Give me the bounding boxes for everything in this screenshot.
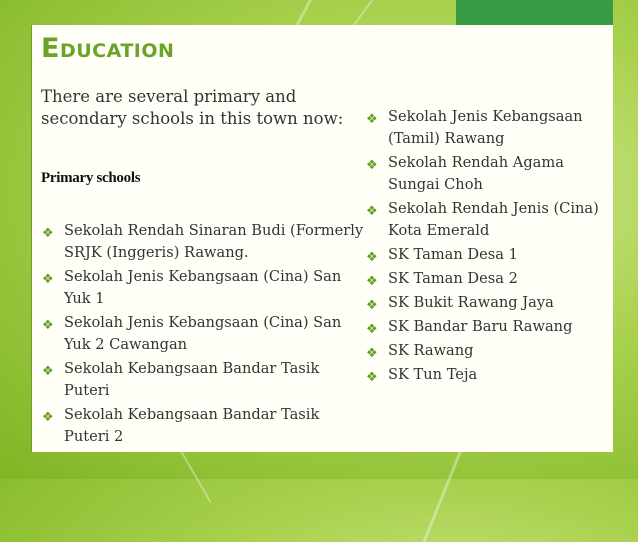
list-item: ❖ SK Bandar Baru Rawang bbox=[365, 316, 605, 338]
diamond-bullet-icon: ❖ bbox=[366, 158, 378, 173]
diamond-bullet-icon: ❖ bbox=[366, 250, 378, 265]
accent-box bbox=[456, 0, 613, 25]
diamond-bullet-icon: ❖ bbox=[42, 410, 54, 425]
list-item: ❖ Sekolah Jenis Kebangsaan (Cina) San Yuk 1 bbox=[42, 268, 342, 307]
slide-title: Education bbox=[41, 33, 175, 64]
list-item: ❖ SK Taman Desa 1 bbox=[365, 244, 605, 266]
slide-content-card bbox=[31, 25, 613, 452]
list-item: ❖ SK Tun Teja bbox=[365, 364, 605, 386]
list-item: ❖ SK Taman Desa 2 bbox=[365, 268, 605, 290]
diamond-bullet-icon: ❖ bbox=[42, 272, 54, 287]
list-item: ❖ SK Rawang bbox=[365, 340, 605, 362]
right-school-list bbox=[365, 106, 605, 388]
list-item: ❖ SK Bukit Rawang Jaya bbox=[365, 292, 605, 314]
list-item: ❖ Sekolah Jenis Kebangsaan (Tamil) Rawang bbox=[366, 108, 583, 147]
diamond-bullet-icon: ❖ bbox=[366, 298, 378, 313]
diamond-bullet-icon: ❖ bbox=[366, 112, 378, 127]
list-item: ❖ Sekolah Rendah Jenis (Cina) Kota Emerald bbox=[366, 200, 599, 239]
diamond-bullet-icon: ❖ bbox=[366, 322, 378, 337]
diamond-bullet-icon: ❖ bbox=[366, 204, 378, 219]
left-school-list bbox=[41, 220, 366, 450]
list-item: ❖ Sekolah Jenis Kebangsaan (Cina) San Yuk 2 Cawangan bbox=[42, 314, 342, 353]
list-item: ❖ Sekolah Rendah Agama Sungai Choh bbox=[366, 154, 564, 193]
list-item: ❖ Sekolah Rendah Sinaran Budi (Formerly SRJK (Inggeris) Rawang. bbox=[42, 222, 364, 261]
primary-schools-heading: Primary schools bbox=[41, 170, 141, 186]
diamond-bullet-icon: ❖ bbox=[42, 364, 54, 379]
diamond-bullet-icon: ❖ bbox=[366, 370, 378, 385]
diamond-bullet-icon: ❖ bbox=[42, 226, 54, 241]
list-item: ❖ Sekolah Kebangsaan Bandar Tasik Puteri 2 bbox=[42, 406, 320, 445]
diamond-bullet-icon: ❖ bbox=[366, 274, 378, 289]
list-item: ❖ Sekolah Kebangsaan Bandar Tasik Puteri bbox=[42, 360, 320, 399]
diamond-bullet-icon: ❖ bbox=[366, 346, 378, 361]
diamond-bullet-icon: ❖ bbox=[42, 318, 54, 333]
intro-text: There are several primary and secondary schools in this town now: bbox=[41, 87, 344, 128]
